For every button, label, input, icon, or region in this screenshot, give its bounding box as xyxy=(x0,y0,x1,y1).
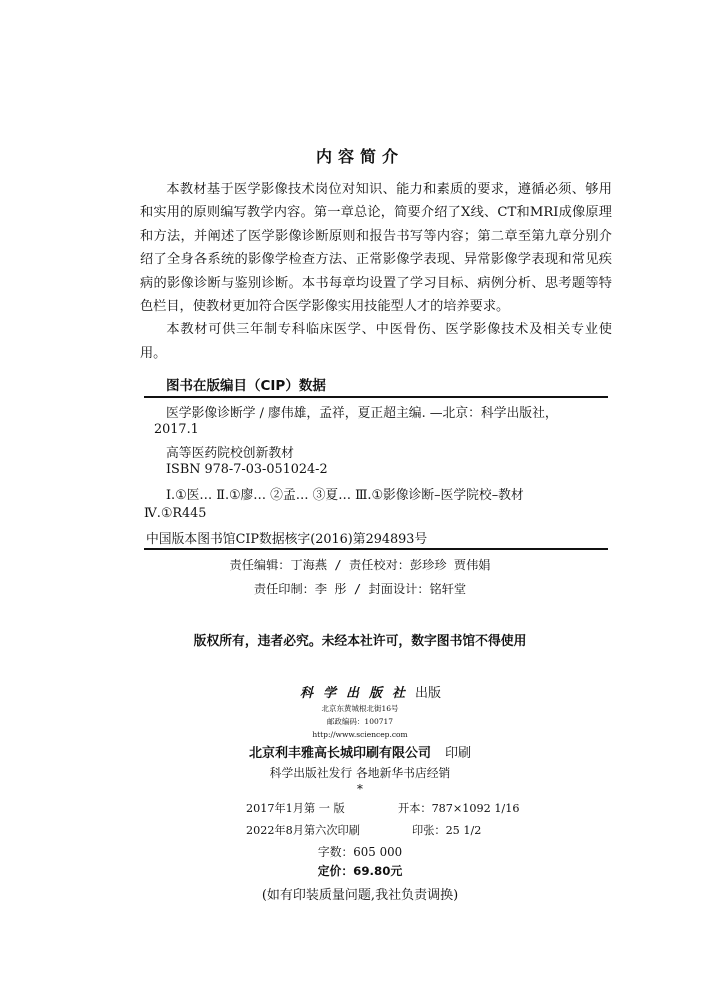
publisher-logo: 科学出版社 xyxy=(300,686,416,701)
cip-line: 2017.1 xyxy=(154,422,199,437)
summary-body xyxy=(140,178,612,365)
summary-paragraph-1: 本教材基于医学影像技术岗位对知识、能力和素质的要求，遵循必须、够用和实用的原则编写教学内容。第一章总论，简要介绍了X线、CT和MRI成像原理和方法，并阐述了医学影像诊断原则和报告书写等内容；第二章至第九章分别介绍了全身各系统的影像学检查方法、正常影像学表现、异常影像学表现和常见疾病的影像诊断与鉴别诊断。本书每章均设置了学习目标、病例分析、思考题等特色栏目，使教材更加符合医学影像实用技能型人才的培养要求。 xyxy=(140,182,612,315)
printer-suffix: 印刷 xyxy=(445,746,472,761)
cip-line: Ⅰ.①医… Ⅱ.①廖… ②孟… ③夏… Ⅲ.①影像诊断–医学院校–教材 xyxy=(166,488,524,503)
summary-paragraph-2: 本教材可供三年制专科临床医学、中医骨伤、医学影像技术及相关专业使用。 xyxy=(140,322,612,361)
rights-notice: 版权所有，违者必究。未经本社许可，数字图书馆不得使用 xyxy=(193,634,527,649)
word-count: 字数：605 000 xyxy=(317,845,403,859)
publisher-logo-suffix: 出版 xyxy=(415,686,442,701)
production-credits: 责任印制：李 彤 / 封面设计：铭轩堂 xyxy=(253,582,467,596)
cip-bottom-rule xyxy=(144,548,608,550)
editor-credits: 责任编辑：丁海燕 / 责任校对：彭珍珍 贾伟娟 xyxy=(229,558,491,572)
sheets-info: 印张：25 1/2 xyxy=(412,824,482,837)
separator-star: * xyxy=(357,782,363,796)
publisher-url: http://www.sciencep.com xyxy=(312,730,408,739)
printer-line xyxy=(0,742,720,761)
printing-info: 2022年8月第六次印刷 xyxy=(246,824,360,837)
price: 定价：69.80元 xyxy=(317,864,403,878)
edition-info: 2017年1月第 一 版 xyxy=(246,802,345,815)
quality-note: (如有印装质量问题,我社负责调换) xyxy=(261,888,459,903)
publisher-address: 北京东黄城根北街16号 xyxy=(321,704,399,713)
format-info: 开本：787×1092 1/16 xyxy=(398,802,520,815)
publisher-postcode: 邮政编码：100717 xyxy=(326,717,394,726)
cip-line: 中国版本图书馆CIP数据核字(2016)第294893号 xyxy=(146,532,428,547)
cip-line: 高等医药院校创新教材 xyxy=(166,446,294,461)
cip-line: Ⅳ.①R445 xyxy=(144,506,207,521)
summary-title: 内容简介 xyxy=(315,147,404,166)
cip-title: 图书在版编目（CIP）数据 xyxy=(166,378,326,394)
cip-line: ISBN 978-7-03-051024-2 xyxy=(166,462,328,477)
cip-top-rule xyxy=(144,396,608,398)
cip-line: 医学影像诊断学 / 廖伟雄，孟祥，夏正超主编. —北京：科学出版社， xyxy=(166,406,558,421)
printer-name: 北京利丰雅高长城印刷有限公司 xyxy=(248,746,431,761)
publisher-line xyxy=(300,682,460,702)
distribution-line: 科学出版社发行 各地新华书店经销 xyxy=(269,766,451,780)
